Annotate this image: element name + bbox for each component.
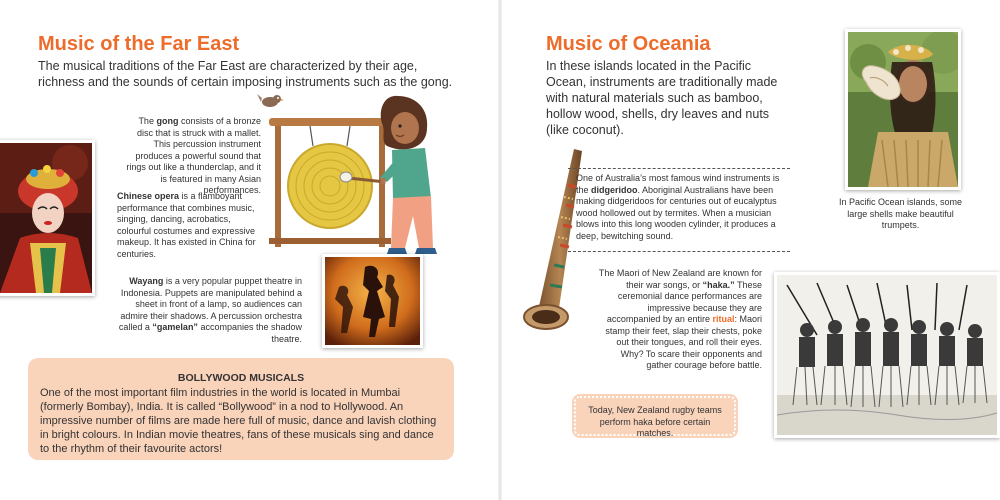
bollywood-heading: BOLLYWOOD MUSICALS [177,372,305,384]
bollywood-text: One of the most important film industries in the world is located in Mumbai (formerly Bombay), India. It is called “Bollywood” in a nod to Hollywood. An impressive number of films are made here full of music, dance and lavish clothing in bright colours. In Indian movie theatres, fans of these musicals sing and dance to the rhythm of their favourite actors! [40,387,437,455]
wayang-term: Wayang [129,276,164,286]
haka-engraving [774,272,1000,438]
rugby-note-text: Today, New Zealand rugby teams perform haka before certain matches. [588,405,722,438]
bollywood-box [28,358,454,460]
gamelan-term: “gamelan” [152,322,198,332]
didgeridoo-text-after: . Aboriginal Australians have been making didgeridoos for centuries out of eucalyptus wood hollowed out by termites. When a musician blows into this long wooden cylinder, it produces a deep, bewitching sound. [576,184,777,241]
didgeridoo-paragraph [576,173,788,242]
haka-text-before: The Maori of New Zealand are known for their war songs, or [598,268,762,290]
opera-paragraph [117,191,267,260]
opera-term: Chinese opera [117,191,180,201]
haka-term: “haka.” [702,279,735,290]
wayang-paragraph [110,276,302,345]
oceania-title: Music of Oceania [546,33,711,55]
right-page [500,0,1000,500]
rugby-note [574,396,736,436]
far-east-title: Music of the Far East [38,33,240,55]
chinese-opera-photo [0,140,95,296]
gong-illustration [255,88,465,263]
gong-text-before: The [138,116,157,126]
opera-text-after: is a flamboyant performance that combines music, singing, dancing, acrobatics, colourful costumes and expressive makeup. It has existed in China for centuries. [117,191,256,259]
bird-icon [257,94,284,107]
didgeridoo-term: didgeridoo [591,184,638,195]
wayang-text-after: is a very popular puppet theatre in Indonesia. Puppets are manipulated behind a sheet in front of a lamp, so audiences can admire their shadows. A percussion orchestra called a [118,276,302,332]
haka-paragraph [596,268,762,372]
wayang-photo [322,254,423,348]
ritual-term: ritual [712,314,735,324]
oceania-intro: In these islands located in the Pacific Ocean, instruments are traditionally made with natural materials such as bamboo, hollow wood, shells, dry leaves and nuts (like coconut). [546,59,778,137]
shell-caption: In Pacific Ocean islands, some large shells make beautiful trumpets. [838,197,963,230]
wayang-text-after2: accompanies the shadow theatre. [197,322,302,344]
gong-text-after: consists of a bronze disc that is struck with a mallet. This percussion instrument produces a powerful sound that rings out like a thunderclap, and it is featured in many Asian performances. [126,116,261,195]
haka-text-after: : Maori stamp their feet, slap their chests, poke out their tongues, and roll their eyes. Why? To scare their opponents and gather courage before battle. [605,314,762,370]
far-east-intro: The musical traditions of the Far East are characterized by their age, richness and the sounds of certain imposing instruments such as the gong. [38,59,453,89]
gong-term: gong [156,116,179,126]
shell-trumpet-photo [845,29,961,190]
gong-paragraph [125,116,261,197]
didgeridoo-text-before: One of Australia’s most famous wind instruments is the [576,173,780,195]
haka-text-middle: These ceremonial dance performances are impressive because they are accompanied by an entire [606,279,762,324]
